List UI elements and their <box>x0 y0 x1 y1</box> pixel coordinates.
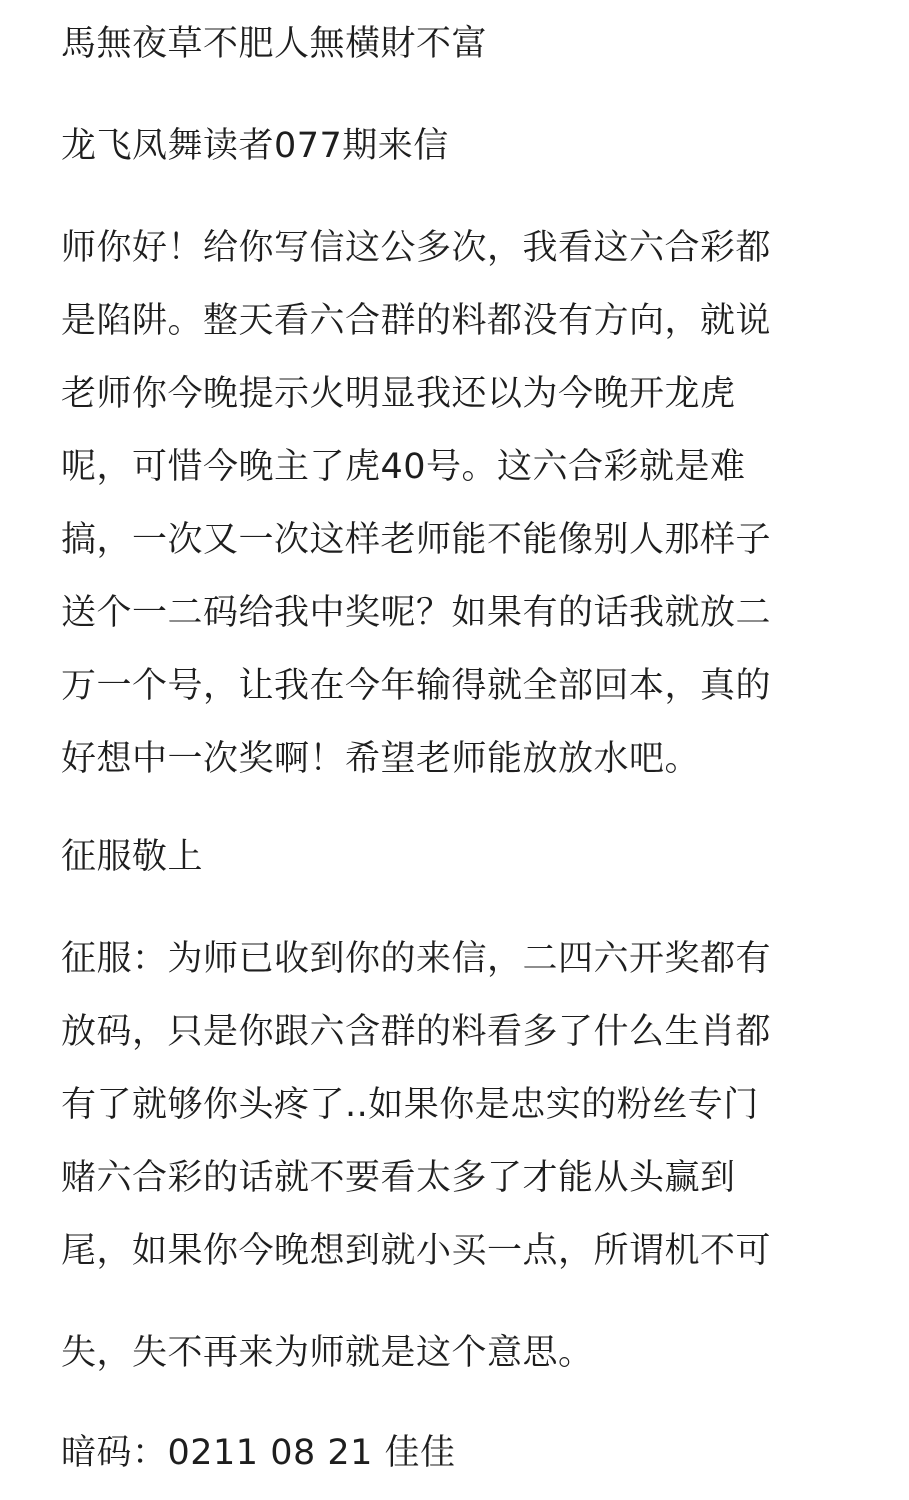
letter-line: 师你好！给你写信这公多次，我看这六合彩都 <box>61 228 772 268</box>
letter-line: 送个一二码给我中奖呢？如果有的话我就放二 <box>61 593 772 633</box>
letter-line: 是陷阱。整天看六合群的料都没有方向，就说 <box>61 301 772 341</box>
reply-line: 征服：为师已收到你的来信，二四六开奖都有 <box>61 939 772 979</box>
title-line: 馬無夜草不肥人無橫財不富 <box>61 24 488 64</box>
letter-line: 搞，一次又一次这样老师能不能像别人那样子 <box>61 520 772 560</box>
letter-line: 万一个号，让我在今年输得就全部回本，真的 <box>61 666 772 706</box>
reply-line: 有了就够你头疼了..如果你是忠实的粉丝专门 <box>61 1085 759 1125</box>
letter-line: 老师你今晚提示火明显我还以为今晚开龙虎 <box>61 374 736 414</box>
reply-line: 失，失不再来为师就是这个意思。 <box>61 1333 594 1373</box>
reply-line: 赌六合彩的话就不要看太多了才能从头赢到 <box>61 1158 736 1198</box>
code-line: 暗码：0211 08 21 佳佳 <box>61 1433 456 1473</box>
reply-line: 尾，如果你今晚想到就小买一点，所谓机不可 <box>61 1231 772 1271</box>
subtitle-line: 龙飞凤舞读者077期来信 <box>61 126 449 166</box>
reply-line: 放码，只是你跟六含群的料看多了什么生肖都 <box>61 1012 772 1052</box>
letter-line: 好想中一次奖啊！希望老师能放放水吧。 <box>61 739 701 779</box>
signature-line: 征服敬上 <box>61 837 204 877</box>
letter-line: 呢，可惜今晚主了虎40号。这六合彩就是难 <box>61 447 746 487</box>
